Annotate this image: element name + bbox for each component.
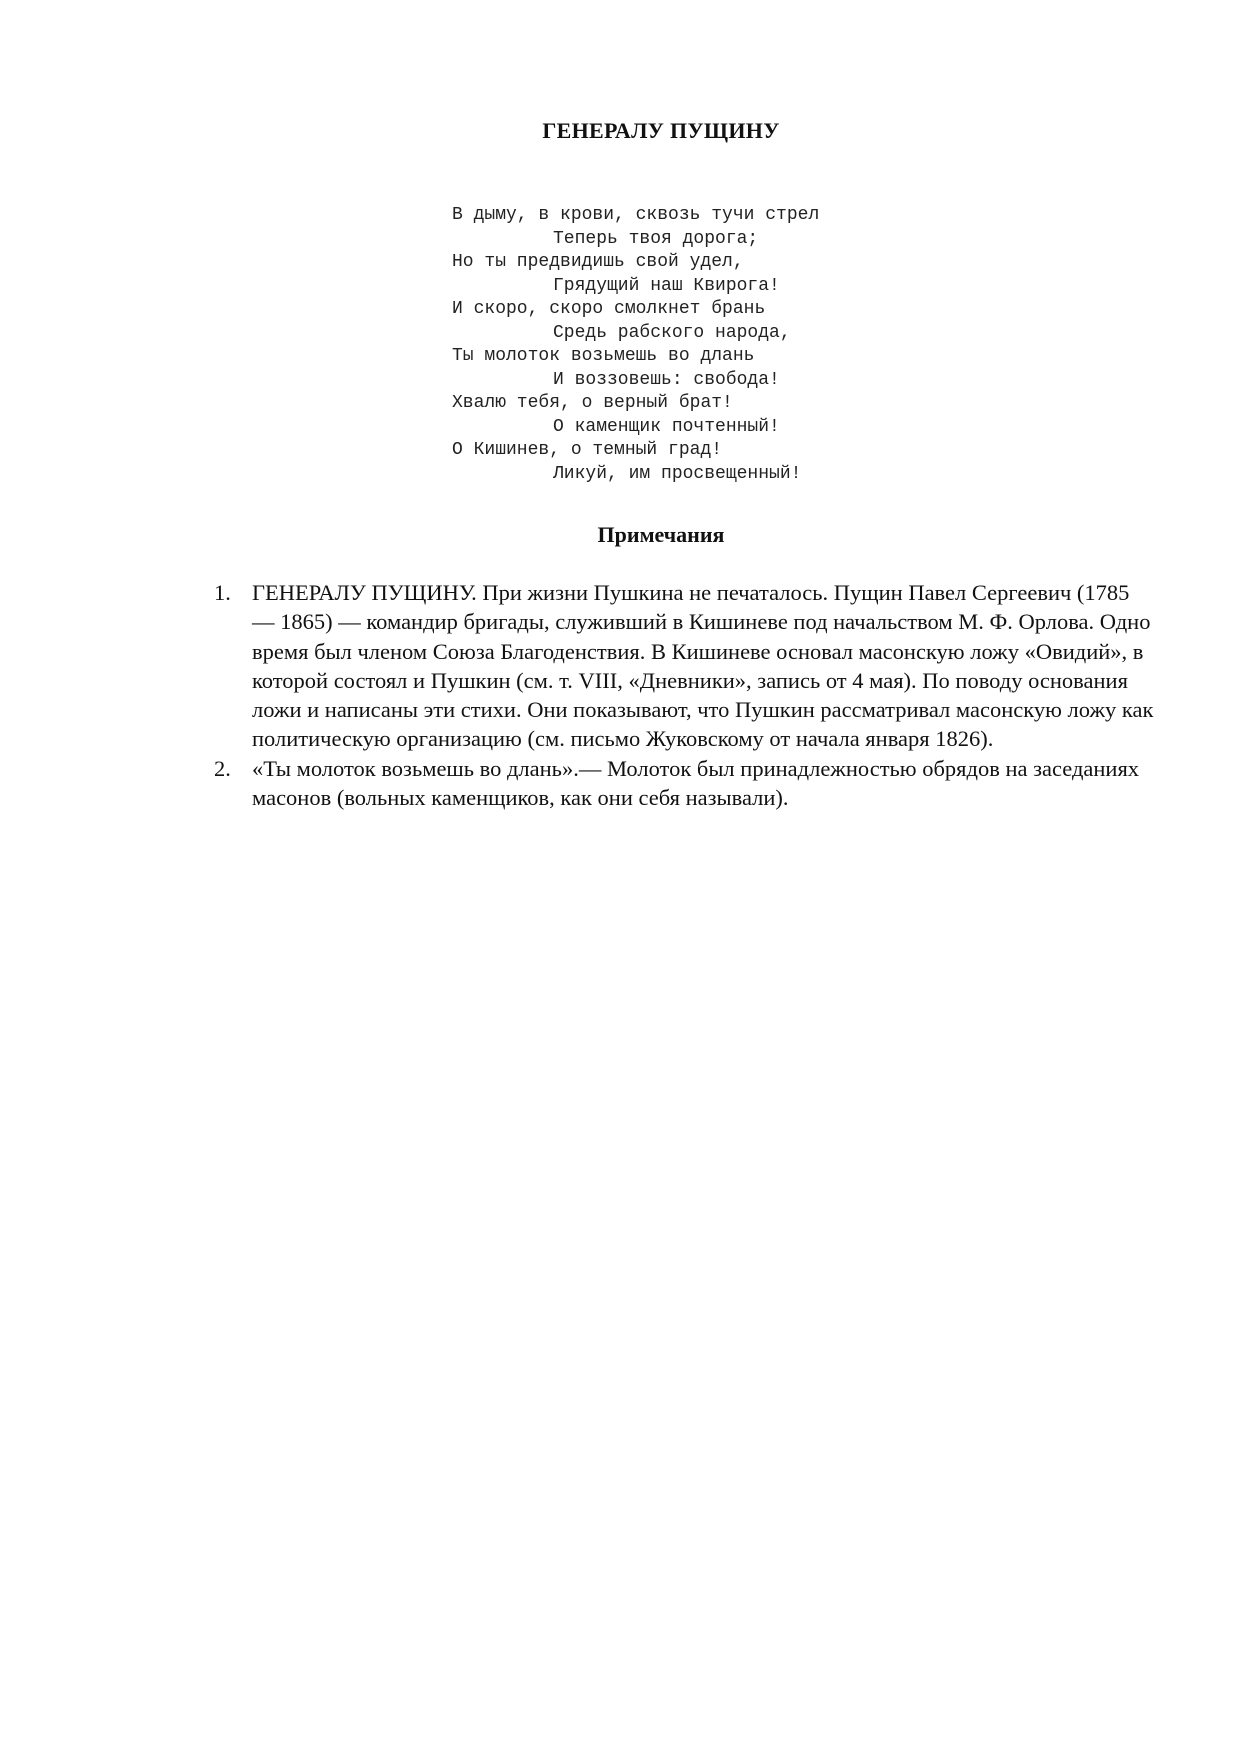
note-text: «Ты молоток возьмешь во длань».— Молоток был принадлежностью обрядов на заседаниях масонов (вольных каменщиков, как они себя называли). bbox=[252, 755, 1140, 811]
poem-line: Хвалю тебя, о верный брат! bbox=[452, 393, 733, 413]
note-number: 1. bbox=[214, 580, 231, 605]
poem-line: О Кишинев, о темный град! bbox=[452, 440, 723, 460]
poem-text bbox=[452, 204, 819, 486]
note-item bbox=[214, 578, 1154, 754]
note-item bbox=[214, 754, 1154, 813]
poem-line: И скоро, скоро смолкнет брань bbox=[452, 299, 766, 319]
poem-line: И воззовешь: свобода! bbox=[553, 369, 780, 390]
poem-line: Ты молоток возьмешь во длань bbox=[452, 346, 755, 366]
note-number: 2. bbox=[214, 755, 231, 781]
note-text: ГЕНЕРАЛУ ПУЩИНУ. При жизни Пушкина не печаталось. Пущин Павел Сергеевич (1785 — 1865) — командир бригады, служивший в Кишиневе под начальством М. Ф. Орлова. Одно время был членом Союза Благоденствия. В Кишиневе основал масонскую ложу «Овидий», в которой состоял и Пушкин (см. т. VIII, «Дневники», запись от 4 мая). По поводу основания ложи и написаны эти стихи. Они показывают, что Пушкин рассматривал масонскую ложу как политическую организацию (см. письмо Жуковскому от начала января 1826). bbox=[252, 580, 1154, 752]
notes-heading: Примечания bbox=[597, 522, 725, 547]
poem-line: Грядущий наш Квирога! bbox=[553, 275, 780, 296]
poem-line: О каменщик почтенный! bbox=[553, 416, 780, 437]
poem-line: Ликуй, им просвещенный! bbox=[553, 463, 802, 484]
poem-line: В дыму, в крови, сквозь тучи стрел bbox=[452, 205, 820, 225]
notes-list bbox=[214, 578, 1154, 812]
poem-title: ГЕНЕРАЛУ ПУЩИНУ bbox=[542, 118, 780, 143]
poem-line: Теперь твоя дорога; bbox=[553, 228, 759, 249]
poem-line: Средь рабского народа, bbox=[553, 322, 791, 343]
poem-line: Но ты предвидишь свой удел, bbox=[452, 252, 744, 272]
